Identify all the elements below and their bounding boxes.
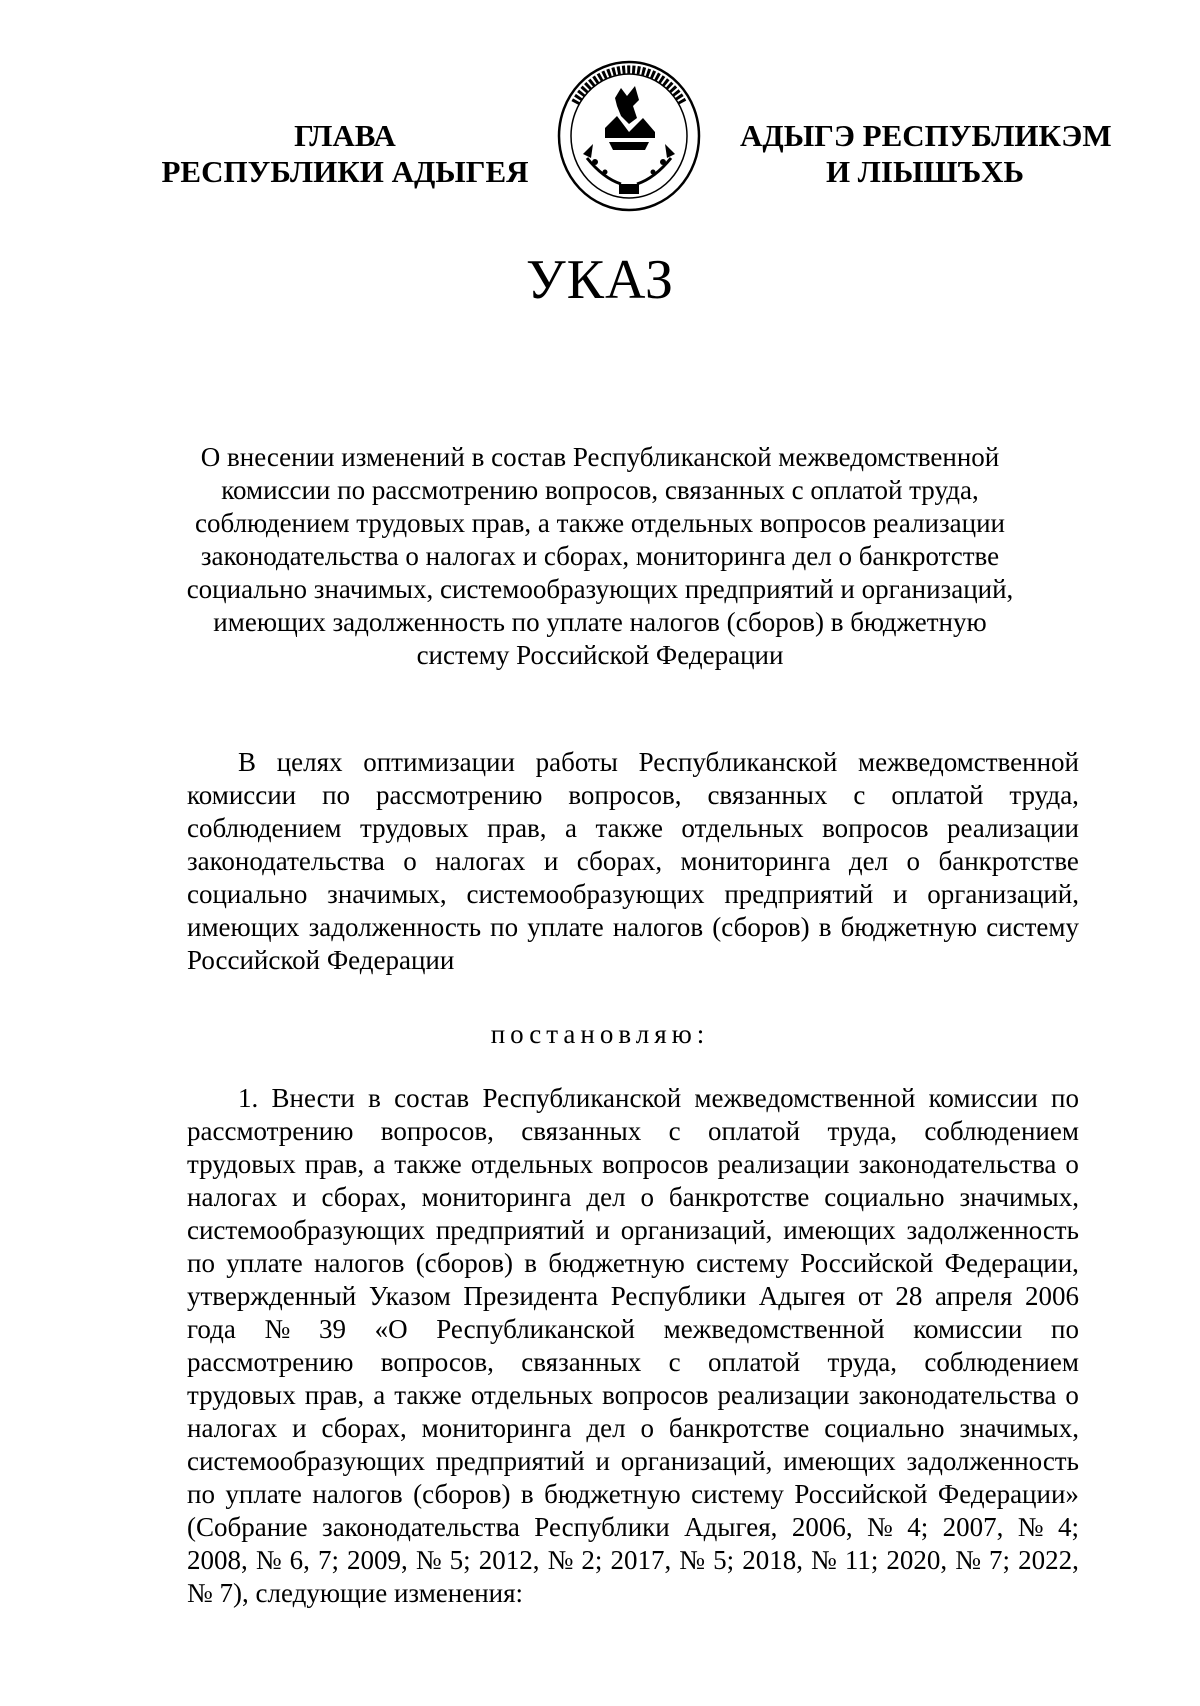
paragraph-line: налогах и сборах, мониторинга дел о банкротстве социально значимых, <box>187 1182 1079 1212</box>
header-right-line: И ЛІЫШЪХЬ <box>825 154 1025 189</box>
paragraph-line: социально значимых, системообразующих предприятий и организаций, <box>187 879 1079 909</box>
paragraph-line: № 7), следующие изменения: <box>187 1578 524 1608</box>
paragraph-line: 1. Внести в состав Республиканской межведомственной комиссии по <box>238 1083 1079 1113</box>
header-right-line: АДЫГЭ РЕСПУБЛИКЭМ <box>740 118 1112 153</box>
paragraph-line: Российской Федерации <box>187 945 455 975</box>
paragraph-line: трудовых прав, а также отдельных вопросов реализации законодательства о <box>187 1149 1079 1179</box>
paragraph-line: комиссии по рассмотрению вопросов, связанных с оплатой труда, <box>187 780 1079 810</box>
title-line: имеющих задолженность по уплате налогов (сборов) в бюджетную <box>213 607 987 637</box>
title-line: систему Российской Федерации <box>416 640 784 670</box>
decree-title <box>180 441 1020 672</box>
paragraph-line: трудовых прав, а также отдельных вопросов реализации законодательства о <box>187 1380 1079 1410</box>
title-line: социально значимых, системообразующих предприятий и организаций, <box>186 574 1014 604</box>
header-left-line: ГЛАВА <box>294 118 396 153</box>
paragraph-line: 2008, № 6, 7; 2009, № 5; 2012, № 2; 2017, № 5; 2018, № 11; 2020, № 7; 2022, <box>187 1545 1079 1575</box>
title-line: законодательства о налогах и сборах, мониторинга дел о банкротстве <box>200 541 1000 571</box>
document-type: УКАЗ <box>525 249 675 311</box>
paragraph-line: соблюдением трудовых прав, а также отдельных вопросов реализации <box>187 813 1079 843</box>
paragraph-line: налогах и сборах, мониторинга дел о банкротстве социально значимых, <box>187 1413 1079 1443</box>
paragraph-line: утвержденный Указом Президента Республики Адыгея от 28 апреля 2006 <box>187 1281 1079 1311</box>
header-right <box>740 118 1110 190</box>
decree-word: постановляю: <box>490 1019 710 1049</box>
item-1-paragraph <box>187 1082 1079 1610</box>
preamble-paragraph <box>187 746 1079 977</box>
paragraph-line: по уплате налогов (сборов) в бюджетную систему Российской Федерации, <box>187 1248 1079 1278</box>
paragraph-line: имеющих задолженность по уплате налогов (сборов) в бюджетную систему <box>187 912 1079 942</box>
header-left <box>160 118 530 190</box>
title-line: О внесении изменений в состав Республиканской межведомственной <box>200 442 1000 472</box>
paragraph-line: (Собрание законодательства Республики Адыгея, 2006, № 4; 2007, № 4; <box>187 1512 1079 1542</box>
header-left-line: РЕСПУБЛИКИ АДЫГЕЯ <box>161 154 529 189</box>
paragraph-line: по уплате налогов (сборов) в бюджетную систему Российской Федерации» <box>187 1479 1079 1509</box>
paragraph-line: года № 39 «О Республиканской межведомственной комиссии по <box>187 1314 1079 1344</box>
paragraph-line: В целях оптимизации работы Республиканской межведомственной <box>238 747 1079 777</box>
paragraph-line: системообразующих предприятий и организаций, имеющих задолженность <box>187 1446 1079 1476</box>
coat-of-arms-emblem <box>555 58 703 214</box>
paragraph-line: рассмотрению вопросов, связанных с оплатой труда, соблюдением <box>187 1347 1079 1377</box>
paragraph-line: законодательства о налогах и сборах, мониторинга дел о банкротстве <box>187 846 1079 876</box>
paragraph-line: системообразующих предприятий и организаций, имеющих задолженность <box>187 1215 1079 1245</box>
title-line: соблюдением трудовых прав, а также отдельных вопросов реализации <box>195 508 1005 538</box>
paragraph-line: рассмотрению вопросов, связанных с оплатой труда, соблюдением <box>187 1116 1079 1146</box>
title-line: комиссии по рассмотрению вопросов, связанных с оплатой труда, <box>221 475 979 505</box>
